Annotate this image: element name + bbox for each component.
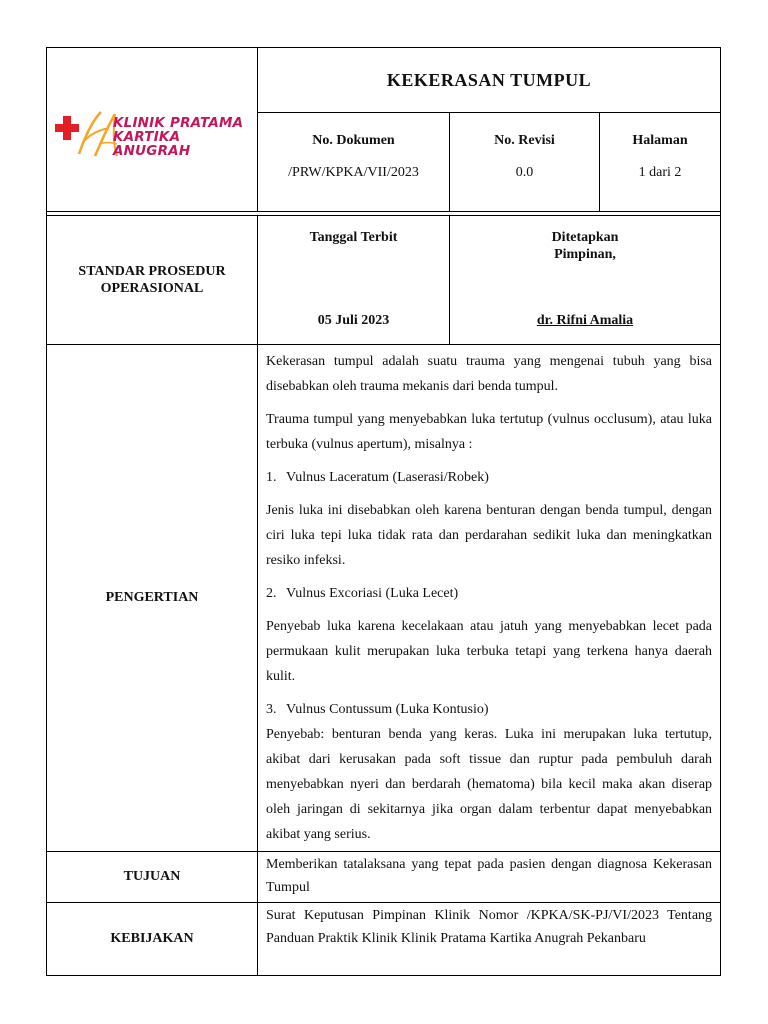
- list-item-text: Vulnus Contussum (Luka Kontusio): [286, 702, 489, 717]
- pengertian-content: [258, 345, 721, 852]
- approval-cell: [450, 216, 721, 345]
- doc-number-cell: [258, 113, 450, 212]
- clinic-name-line1: KLINIK PRATAMA: [113, 115, 244, 131]
- list-item-number: 3.: [266, 702, 277, 717]
- clinic-name-line2: KARTIKA ANUGRAH: [113, 129, 191, 159]
- sop-table: [46, 47, 721, 976]
- page-label: Halaman: [632, 133, 688, 148]
- sop-label-line1: STANDAR PROSEDUR: [78, 264, 226, 279]
- approver-name: dr. Rifni Amalia: [536, 313, 634, 328]
- issue-date-label: Tanggal Terbit: [309, 230, 398, 245]
- logo-cell: [47, 48, 258, 212]
- tujuan-label: TUJUAN: [47, 852, 258, 903]
- list-item-text: Vulnus Laceratum (Laserasi/Robek): [286, 470, 489, 485]
- approval-heading: [450, 229, 720, 263]
- pengertian-label: PENGERTIAN: [47, 345, 258, 852]
- kebijakan-label: KEBIJAKAN: [47, 903, 258, 976]
- issue-date-value: 05 Juli 2023: [317, 313, 390, 328]
- sop-document: [46, 47, 720, 976]
- kebijakan-content: [258, 903, 721, 976]
- page-value: 1 dari 2: [638, 165, 682, 180]
- clinic-logo-text: [113, 116, 257, 158]
- page-cell: [600, 113, 721, 212]
- pengertian-paragraph: Jenis luka ini disebabkan oleh karena benturan dengan benda tumpul, dengan ciri luka tepi luka tidak rata dan perdarahan sedikit luka dan meningkatkan resiko infeksi.: [266, 503, 713, 568]
- list-item-text: Vulnus Excoriasi (Luka Lecet): [286, 586, 459, 601]
- tujuan-text: Memberikan tatalaksana yang tepat pada pasien dengan diagnosa Kekerasan Tumpul: [266, 857, 713, 895]
- list-item: [266, 581, 712, 606]
- approval-line2: Pimpinan,: [554, 247, 616, 262]
- revision-label: No. Revisi: [494, 133, 555, 148]
- document-title: KEKERASAN TUMPUL: [258, 48, 721, 113]
- doc-number-label: No. Dokumen: [312, 133, 395, 148]
- doc-number-value: /PRW/KPKA/VII/2023: [288, 165, 419, 180]
- list-item-number: 1.: [266, 470, 277, 485]
- list-item: [266, 697, 712, 722]
- pengertian-paragraph: Penyebab luka karena kecelakaan atau jatuh yang menyebabkan lecet pada permukaan kulit merupakan luka terbuka tetapi yang terkena hanya daerah kulit.: [266, 619, 713, 684]
- pengertian-paragraph: Kekerasan tumpul adalah suatu trauma yang mengenai tubuh yang bisa disebabkan oleh trauma mekanis dari benda tumpul.: [266, 354, 713, 394]
- list-item-number: 2.: [266, 586, 277, 601]
- kebijakan-text: Surat Keputusan Pimpinan Klinik Nomor /KPKA/SK-PJ/VI/2023 Tentang Panduan Praktik Klinik Klinik Pratama Kartika Anugrah Pekanbaru: [266, 908, 713, 946]
- revision-value: 0.0: [515, 165, 534, 180]
- issue-date-cell: [258, 216, 450, 345]
- revision-cell: [450, 113, 600, 212]
- sop-label-line2: OPERASIONAL: [100, 281, 204, 296]
- approval-line1: Ditetapkan: [551, 230, 619, 245]
- pengertian-paragraph: Trauma tumpul yang menyebabkan luka tertutup (vulnus occlusum), atau luka terbuka (vulnus apertum), misalnya :: [266, 412, 713, 452]
- tujuan-content: [258, 852, 721, 903]
- pengertian-paragraph: Penyebab: benturan benda yang keras. Luka ini merupakan luka tertutup, akibat dari kerusakan pada soft tissue dan ruptur pada pembuluh darah menyebabkan nyeri dan berdarah (hematoma) bila kecil maka akan diserap oleh jaringan di sekitarnya jika organ dalam terbentur dapat menyebabkan akibat yang serius.: [266, 727, 713, 842]
- sop-label-cell: [47, 216, 258, 345]
- list-item: [266, 465, 712, 490]
